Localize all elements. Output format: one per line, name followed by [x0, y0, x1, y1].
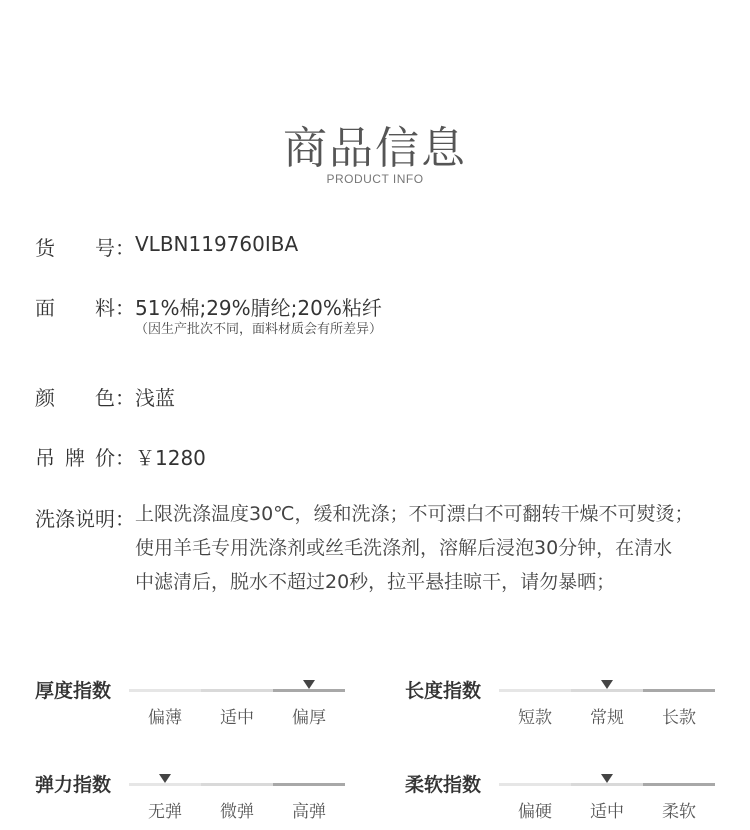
softness-index [405, 770, 745, 830]
thickness-scale [129, 689, 345, 729]
scale-option: 偏薄 [148, 708, 182, 728]
scale-option: 适中 [590, 802, 624, 822]
fabric-label-char-1: 面 [35, 296, 55, 320]
price-label-char-3: 价： [95, 446, 135, 470]
scale-option: 微弹 [220, 802, 254, 822]
wash-line: 上限洗涤温度30℃，缓和洗涤；不可漂白不可翻转干燥不可熨烫； [135, 503, 694, 525]
scale-option: 高弹 [292, 802, 326, 822]
scale-segment [129, 783, 201, 786]
scale-marker [303, 680, 315, 689]
color-value: 浅蓝 [135, 386, 175, 410]
scale-option: 适中 [220, 708, 254, 728]
fabric-value: 51%棉;29%腈纶;20%粘纤 [135, 296, 382, 320]
scale-marker [601, 680, 613, 689]
scale-marker [601, 774, 613, 783]
length-index [405, 676, 745, 736]
scale-option: 柔软 [662, 802, 696, 822]
scale-option: 偏厚 [292, 708, 326, 728]
scale-option: 无弹 [148, 802, 182, 822]
scale-segment [499, 783, 571, 786]
sku-label [35, 232, 135, 261]
softness-label: 柔软指数 [405, 774, 482, 796]
thickness-label: 厚度指数 [35, 680, 112, 702]
length-scale [499, 689, 715, 729]
scale-segment [571, 689, 643, 692]
elasticity-scale [129, 783, 345, 823]
scale-option: 短款 [518, 708, 552, 728]
sku-label-char-1: 货 [35, 236, 55, 260]
elasticity-index [35, 770, 375, 830]
price-label-char-1: 吊 [35, 446, 55, 470]
fabric-note: （因生产批次不同，面料材质会有所差异） [135, 322, 383, 337]
scale-option: 长款 [662, 708, 696, 728]
fabric-label-char-2: 料： [95, 296, 135, 320]
wash-label: 洗涤说明： [35, 507, 135, 531]
scale-option: 常规 [590, 708, 624, 728]
length-label: 长度指数 [405, 680, 482, 702]
page-subtitle: PRODUCT INFO [326, 172, 424, 186]
scale-segment [571, 783, 643, 786]
sku-label-char-2: 号： [95, 236, 135, 260]
scale-segment [273, 783, 345, 786]
fabric-label [35, 292, 135, 321]
scale-segment [499, 689, 571, 692]
sku-value: VLBN119760IBA [135, 232, 299, 256]
scale-segment [643, 689, 715, 692]
elasticity-label: 弹力指数 [35, 774, 112, 796]
thickness-index [35, 676, 375, 736]
page-title: 商品信息 [283, 123, 467, 174]
color-label-char-1: 颜 [35, 386, 55, 410]
scale-segment [643, 783, 715, 786]
scale-segment [129, 689, 201, 692]
color-label [35, 382, 135, 411]
scale-segment [201, 689, 273, 692]
scale-marker [159, 774, 171, 783]
color-label-char-2: 色： [95, 386, 135, 410]
softness-scale [499, 783, 715, 823]
wash-line: 中滤清后，脱水不超过20秒，拉平悬挂晾干，请勿暴晒； [135, 571, 616, 593]
price-label-char-2: 牌 [65, 446, 85, 470]
wash-instructions [135, 497, 725, 599]
scale-segment [273, 689, 345, 692]
price-label [35, 442, 135, 471]
scale-segment [201, 783, 273, 786]
price-value: ￥1280 [135, 446, 206, 470]
scale-option: 偏硬 [518, 802, 552, 822]
wash-line: 使用羊毛专用洗涤剂或丝毛洗涤剂，溶解后浸泡30分钟，在清水 [135, 537, 673, 559]
